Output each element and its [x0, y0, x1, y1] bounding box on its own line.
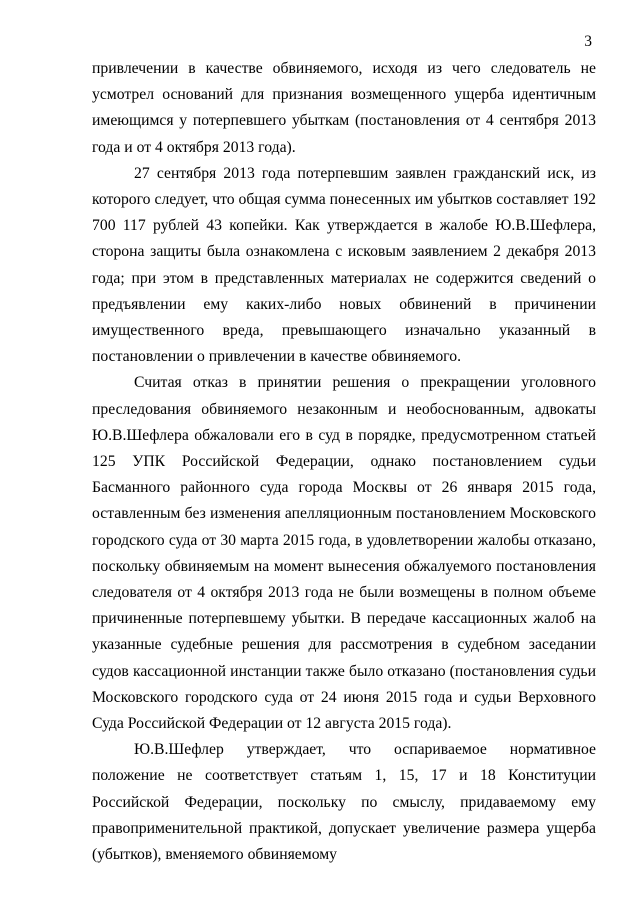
paragraph-civil-claim: 27 сентября 2013 года потерпевшим заявлен гражданский иск, из которого следует, что общая сумма понесенных им убытков составляет 192 700 117 рублей 43 копейки. Как утверждается в жалобе Ю.В.Шефлера, сторона защиты была ознакомлена с исковым заявлением 2 декабря 2013 года; при этом в представленных материалах не содержится сведений о предъявлении ему каких-либо новых обвинений в причинении имущественного вреда, превышающего изначально указанный в постановлении о привлечении в качестве обвиняемого.	[92, 164, 596, 366]
paragraph-continued: привлечении в качестве обвиняемого, исходя из чего следователь не усмотрел оснований для признания возмещенного ущерба идентичным имеющимся у потерпевшего убыткам (постановления от 4 сентября 2013 года и от 4 октября 2013 года).	[92, 60, 596, 156]
paragraph-applicant-claim: Ю.В.Шефлер утверждает, что оспариваемое нормативное положение не соответствует статьям 1, 15, 17 и 18 Конституции Российской Федерации, поскольку по смыслу, придаваемому ему правоприменительной практикой, допускает увеличение размера ущерба (убытков), вменяемого обвиняемому	[92, 741, 596, 864]
paragraph-court-appeal: Считая отказ в принятии решения о прекращении уголовного преследования обвиняемого незаконным и необоснованным, адвокаты Ю.В.Шефлера обжаловали его в суд в порядке, предусмотренном статьей 125 УПК Российской Федерации, однако постановлением судьи Басманного районного суда города Москвы от 26 января 2015 года, оставленным без изменения апелляционным постановлением Московского городского суда от 30 марта 2015 года, в удовлетворении жалобы отказано, поскольку обвиняемым на момент вынесения обжалуемого постановления следователя от 4 октября 2013 года не были возмещены в полном объеме причиненные потерпевшему убытки. В передаче кассационных жалоб на указанные судебные решения для рассмотрения в судебном заседании судов кассационной инстанции также было отказано (постановления судьи Московского городского суда от 24 июня 2015 года и судьи Верховного Суда Российской Федерации от 12 августа 2015 года).	[92, 374, 596, 733]
page-number: 3	[584, 33, 592, 50]
document-body	[92, 56, 596, 868]
